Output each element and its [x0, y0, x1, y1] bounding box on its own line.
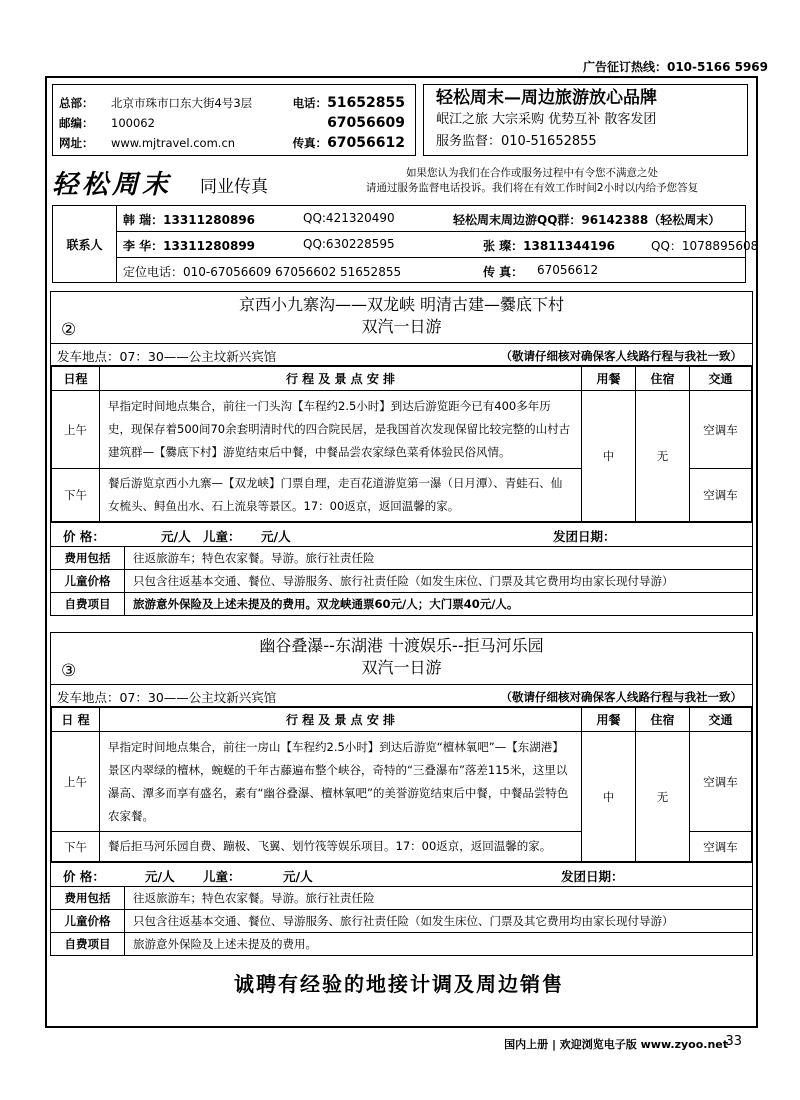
adult-price: 元/人 — [161, 529, 191, 544]
departure-row — [51, 344, 752, 366]
child-price-row — [51, 909, 752, 932]
addr-label: 总部： — [59, 96, 94, 110]
route-title-sub: 双汽一日游 — [361, 317, 442, 336]
contacts-box — [52, 205, 759, 283]
stay-value: 无 — [636, 391, 690, 522]
child-label: 儿童： — [203, 529, 241, 544]
table-row — [52, 732, 752, 832]
logo-subtitle: 同业传真 — [200, 177, 268, 197]
col-plan: 行 程 及 景 点 安 排 — [100, 367, 582, 391]
fee-include-row — [51, 886, 752, 909]
tel-label: 电话： — [292, 96, 328, 110]
pm-plan: 餐后游览京西小九寨—【双龙峡】门票自理，走百花道游览第一瀑（日月潭）、青蛙石、仙女梳头、鲟鱼出水、石上流泉等景区。17：00返京，返回温馨的家。 — [100, 469, 582, 522]
contact-li-qq: QQ:630228595 — [303, 237, 395, 251]
col-day: 日 程 — [52, 708, 100, 732]
route-2-block — [50, 291, 753, 616]
route-title-main: 京西小九寨沟——双龙峡 明清古建—爨底下村 — [238, 295, 565, 314]
notice-line-1: 如果您认为我们在合作或服务过程中有令您不满意之处 — [406, 167, 658, 179]
footer-text: 国内上册 | 欢迎浏览电子版 www.zyoo.net — [504, 1038, 728, 1051]
table-header — [52, 708, 752, 732]
pm-label: 下午 — [52, 469, 100, 522]
am-trans: 空调车 — [690, 391, 752, 469]
page-number: 33 — [725, 1034, 742, 1049]
fax-value: 67056612 — [327, 135, 405, 151]
logo: 轻松周末 — [52, 170, 173, 200]
contacts-list — [117, 206, 759, 282]
post-value: 100062 — [111, 116, 155, 130]
col-trans: 交通 — [690, 708, 752, 732]
pm-trans: 空调车 — [690, 832, 752, 862]
address-box — [52, 84, 416, 156]
route-3-block — [50, 632, 753, 956]
col-plan: 行 程 及 景 点 安 排 — [100, 708, 582, 732]
date-label: 发团日期： — [553, 529, 616, 544]
child-price-value: 只包含往返基本交通、餐位、导游服务、旅行社责任险（如发生床位、门票及其它费用均由家长现付导游） — [133, 574, 674, 588]
tel1-value: 51652855 — [327, 95, 405, 111]
self-pay-label: 自费项目 — [51, 593, 125, 615]
col-trans: 交通 — [690, 367, 752, 391]
itinerary-table — [51, 707, 752, 862]
itinerary-table — [51, 366, 752, 522]
col-meal: 用餐 — [582, 708, 636, 732]
contact-row — [117, 258, 745, 284]
meal-value: 中 — [582, 391, 636, 522]
adult-price: 元/人 — [145, 869, 175, 884]
qq-group: 轻松周末周边游QQ群：96142388（轻松周末） — [453, 213, 721, 227]
child-price: 元/人 — [261, 529, 291, 544]
header — [52, 84, 750, 156]
route-number: ③ — [61, 661, 77, 681]
child-price: 元/人 — [283, 869, 313, 884]
departure-info: 发车地点：07：30——公主坟新兴宾馆 — [57, 349, 277, 364]
brand-title: 轻松周末—周边旅游放心品牌 — [436, 88, 657, 108]
contact-fax-label: 传 真： — [483, 265, 524, 279]
pm-trans: 空调车 — [690, 469, 752, 522]
route-title-sub: 双汽一日游 — [361, 658, 442, 677]
departure-note: （敬请仔细核对确保客人线路行程与我社一致） — [500, 690, 742, 704]
contact-li: 李 华：13311280899 — [123, 239, 256, 253]
am-plan: 早指定时间地点集合，前往一门头沟【车程约2.5小时】到达后游览距今已有400多年历史，现保存着500间70余套明清时代的四合院民居，是我国首次发现保留比较完整的山村古建筑群—【爨底下村】游览结束后中餐，中餐品尝农家绿色菜肴体验民俗风情。 — [100, 391, 582, 469]
stay-value: 无 — [636, 732, 690, 862]
addr-value: 北京市珠市口东大街4号3层 — [111, 96, 253, 110]
price-row — [51, 522, 752, 546]
route-number: ② — [61, 320, 77, 340]
pm-label: 下午 — [52, 832, 100, 862]
brand-box — [423, 84, 748, 156]
self-pay-label: 自费项目 — [51, 933, 125, 955]
contact-fax-value: 67056612 — [537, 263, 599, 277]
child-price-row — [51, 569, 752, 592]
contacts-label: 联系人 — [53, 206, 117, 282]
fee-include-row — [51, 546, 752, 569]
price-label: 价 格： — [63, 529, 105, 544]
fee-include-value: 往返旅游车；特色农家餐。导游。旅行社责任险 — [133, 891, 375, 905]
web-label: 网址： — [59, 136, 94, 150]
am-trans: 空调车 — [690, 732, 752, 832]
departure-row — [51, 685, 752, 707]
route-title — [51, 633, 752, 685]
pm-plan: 餐后拒马河乐园自费、蹦极、飞翼、划竹筏等娱乐项目。17：00返京，返回温馨的家。 — [100, 832, 582, 862]
self-pay-row — [51, 932, 752, 955]
am-label: 上午 — [52, 732, 100, 832]
table-header — [52, 367, 752, 391]
meal-value: 中 — [582, 732, 636, 862]
notice-line-2: 请通过服务监督电话投诉。我们将在有效工作时间2小时以内给予您答复 — [365, 182, 699, 194]
ad-hotline: 广告征订热线：010-5166 5969 — [582, 60, 768, 74]
child-price-value: 只包含往返基本交通、餐位、导游服务、旅行社责任险（如发生床位、门票及其它费用均由家长现付导游） — [133, 914, 674, 928]
col-day: 日程 — [52, 367, 100, 391]
child-price-label: 儿童价格 — [51, 570, 125, 592]
route-title — [51, 292, 752, 344]
contact-han: 韩 瑞：13311280896 — [123, 213, 256, 227]
recruit-banner: 诚聘有经验的地接计调及周边销售 — [234, 972, 564, 996]
contact-zhang: 张 璨：13811344196 — [483, 239, 616, 253]
date-label: 发团日期： — [561, 869, 624, 884]
route-title-main: 幽谷叠瀑--东湖港 十渡娱乐--拒马河乐园 — [259, 636, 544, 655]
web-link[interactable]: www.mjtravel.com.cn — [111, 136, 236, 150]
child-label: 儿童： — [203, 869, 241, 884]
contact-han-qq: QQ:421320490 — [303, 211, 395, 225]
brand-slogan: 岷江之旅 大宗采购 优势互补 散客发团 — [436, 112, 657, 127]
contact-row — [117, 232, 759, 258]
departure-note: （敬请仔细核对确保客人线路行程与我社一致） — [500, 349, 742, 363]
post-label: 邮编： — [59, 116, 94, 130]
position-phone: 定位电话：010-67056609 67056602 51652855 — [123, 265, 402, 279]
complaint-notice — [342, 166, 722, 196]
am-label: 上午 — [52, 391, 100, 469]
departure-info: 发车地点：07：30——公主坟新兴宾馆 — [57, 690, 277, 705]
price-row — [51, 862, 752, 886]
fee-include-label: 费用包括 — [51, 887, 125, 909]
self-pay-row — [51, 592, 752, 615]
col-meal: 用餐 — [582, 367, 636, 391]
self-pay-value: 旅游意外保险及上述未提及的费用。双龙峡通票60元/人；大门票40元/人。 — [133, 597, 519, 611]
col-stay: 住宿 — [636, 708, 690, 732]
col-stay: 住宿 — [636, 367, 690, 391]
price-label: 价 格： — [63, 869, 105, 884]
child-price-label: 儿童价格 — [51, 910, 125, 932]
fee-include-value: 往返旅游车；特色农家餐。导游。旅行社责任险 — [133, 551, 375, 565]
tel2-value: 67056609 — [327, 115, 405, 131]
table-row — [52, 391, 752, 469]
fee-include-label: 费用包括 — [51, 547, 125, 569]
am-plan: 早指定时间地点集合，前往一房山【车程约2.5小时】到达后游览“檀林氧吧”—【东湖港】景区内翠绿的檀林，蜿蜒的千年古藤遍布整个峡谷，奇特的“三叠瀑布”落差115米，这里以瀑高、潭多而享有盛名，素有“幽谷叠瀑、檀林氧吧”的美誉游览结束后中餐，中餐品尝特色农家餐。 — [100, 732, 582, 832]
logo-row — [52, 164, 750, 200]
contact-row — [117, 206, 745, 232]
fax-label: 传真： — [292, 136, 328, 150]
contact-zhang-qq: QQ：1078895608 — [651, 239, 759, 253]
self-pay-value: 旅游意外保险及上述未提及的费用。 — [133, 937, 317, 951]
brand-supervise: 服务监督：010-51652855 — [436, 134, 597, 149]
